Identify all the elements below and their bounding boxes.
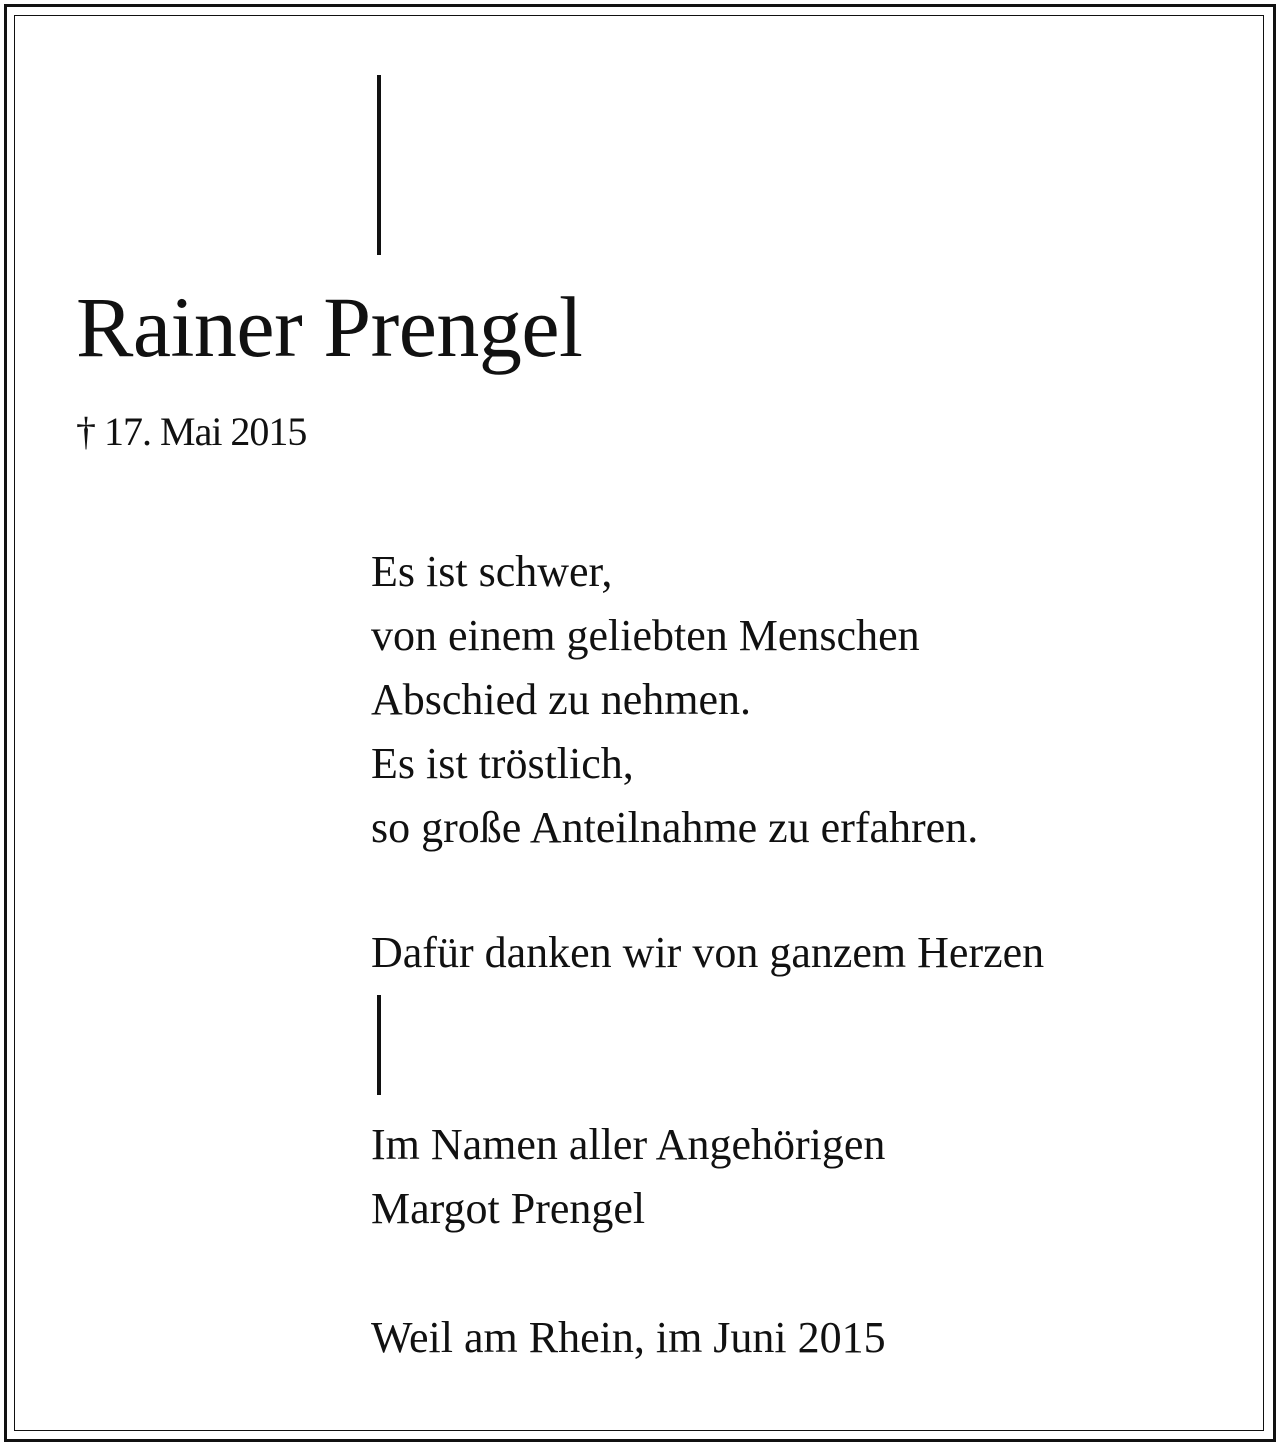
poem-line: Es ist schwer, bbox=[371, 547, 613, 596]
death-date: † 17. Mai 2015 bbox=[76, 409, 307, 454]
signature-line: Im Namen aller Angehörigen bbox=[371, 1120, 886, 1169]
poem-line: Abschied zu nehmen. bbox=[371, 675, 751, 724]
signature-block bbox=[371, 1113, 885, 1241]
thanks-line: Dafür danken wir von ganzem Herzen bbox=[371, 928, 1045, 977]
decorative-vertical-line-middle bbox=[377, 995, 381, 1095]
poem-line: Es ist tröstlich, bbox=[371, 739, 634, 788]
place-and-date: Weil am Rhein, im Juni 2015 bbox=[371, 1313, 886, 1362]
signature-line: Margot Prengel bbox=[371, 1184, 646, 1233]
deceased-name: Rainer Prengel bbox=[76, 279, 583, 375]
decorative-vertical-line-top bbox=[377, 75, 381, 255]
poem-line: so große Anteilnahme zu erfahren. bbox=[371, 803, 979, 852]
poem-line: von einem geliebten Menschen bbox=[371, 611, 920, 660]
condolence-poem bbox=[371, 540, 978, 860]
